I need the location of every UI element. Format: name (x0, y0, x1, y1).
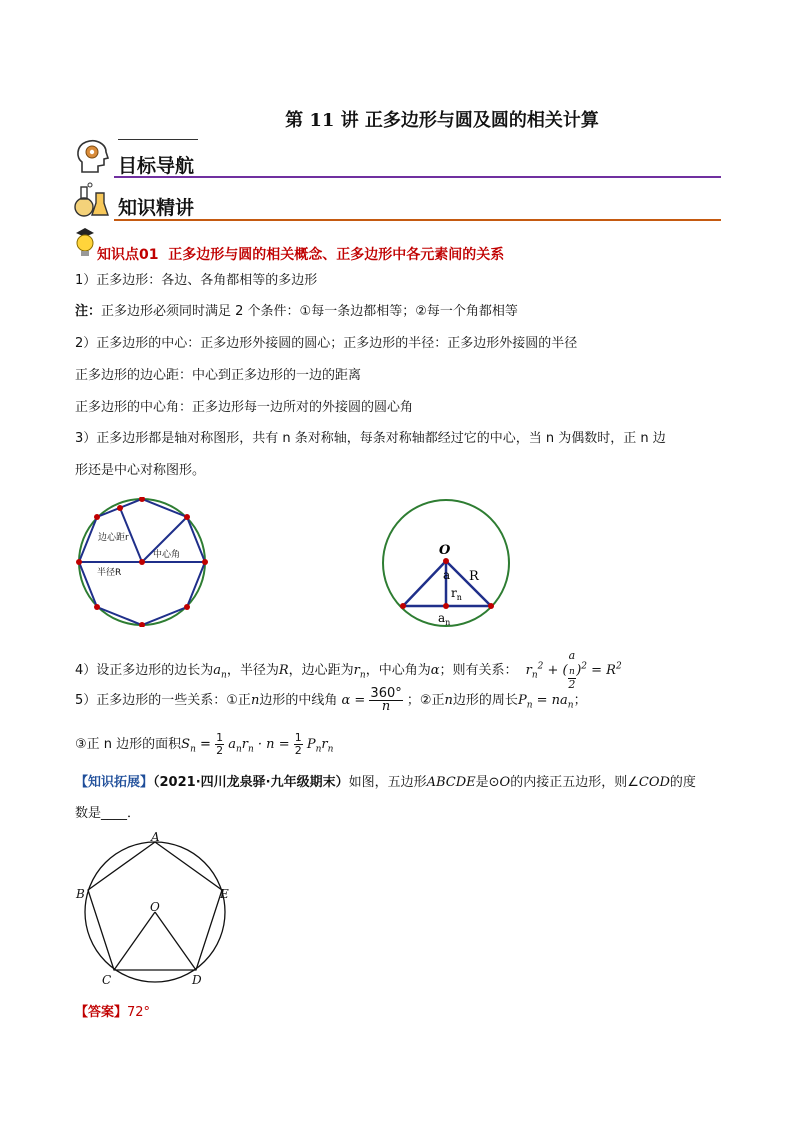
extension-line-1: 【知识拓展】（2021·四川龙泉驿·九年级期末）如图，五边形ABCDE是⊙O的内接正五边形，则∠COD的度 (75, 775, 696, 790)
answer-value: 72° (127, 1005, 151, 1020)
octagon-figure (75, 497, 210, 627)
vertex-b: B (76, 887, 85, 901)
extension-line-2: 数是____． (75, 806, 141, 821)
pentagon-figure (72, 832, 242, 990)
vertex-a: A (151, 832, 160, 844)
lightbulb-icon (70, 225, 100, 259)
purple-divider (114, 176, 721, 178)
vertex-c: C (102, 973, 112, 987)
fig2-label-a: a (443, 568, 451, 582)
line-7: 4）设正多边形的边长为$a_n$，半径为R，边心距为$r_n$，中心角为α；则有关系： $r_n^2$ + ( a $_n$ 2 )$^2 = R^2$ (75, 649, 622, 692)
central-angle-label: 中心角 (153, 550, 181, 560)
vertex-d: D (192, 973, 202, 987)
orange-divider (114, 219, 721, 221)
head-gear-icon (74, 138, 112, 176)
fig2-label-r-big: R (469, 569, 479, 584)
fig2-label-an: $a_n$ (438, 611, 451, 627)
title-underline (118, 139, 198, 140)
line-6a: 3）正多边形都是轴对称图形，共有 n 条对称轴，每条对称轴都经过它的中心，当 n 为偶数时，正 n 边 (75, 431, 666, 446)
fig2-label-rn: $r_n$ (451, 586, 462, 602)
triangle-circle-figure (381, 497, 521, 632)
line-9: ③正 n 边形的面积$S_n$ = $\frac{1}{2}$ $a_nr_n \cdot n$ = $\frac{1}{2}$ $P_nr_n$ (75, 731, 334, 757)
knowledge-point-heading (97, 244, 504, 264)
apothem-label: 边心距r (98, 533, 129, 543)
extension-source: （2021·四川龙泉驿·九年级期末） (153, 775, 349, 790)
line-1: 1）正多边形：各边、各角都相等的多边形 (75, 273, 318, 288)
radius-label: 半径R (97, 568, 122, 578)
vertex-e: E (220, 887, 229, 901)
line-3: 2）正多边形的中心：正多边形外接圆的圆心；正多边形的半径：正多边形外接圆的半径 (75, 336, 578, 351)
answer-label: 【答案】 (75, 1005, 128, 1020)
lab-flask-icon (72, 181, 112, 219)
extension-label: 【知识拓展】 (75, 775, 154, 790)
line-8: 5）正多边形的一些关系：①正n边形的中线角 α = $\frac{360^\circ}{n}$ ；②正n边形的周长$P_n = na_n$； (75, 686, 587, 714)
line-2 (75, 304, 518, 320)
answer-line (75, 1005, 150, 1021)
section-target-nav: 目标导航 (118, 155, 195, 177)
kp-label: 知识点01 (97, 247, 159, 263)
line-6b: 形还是中心对称图形。 (75, 463, 206, 478)
page-title: 第 11 讲 正多边形与圆及圆的相关计算 (285, 110, 599, 131)
section-knowledge: 知识精讲 (118, 197, 195, 219)
note-label: 注： (75, 304, 102, 319)
line-4: 正多边形的边心距：中心到正多边形的一边的距离 (75, 368, 362, 383)
kp-text: 正多边形与圆的相关概念、正多边形中各元素间的关系 (168, 247, 505, 263)
center-o: O (150, 900, 160, 914)
line-5: 正多边形的中心角：正多边形每一边所对的外接圆的圆心角 (75, 400, 414, 415)
fig2-label-o: O (439, 543, 451, 558)
note-text: 正多边形必须同时满足 2 个条件：①每一条边都相等；②每一个角都相等 (101, 304, 518, 319)
